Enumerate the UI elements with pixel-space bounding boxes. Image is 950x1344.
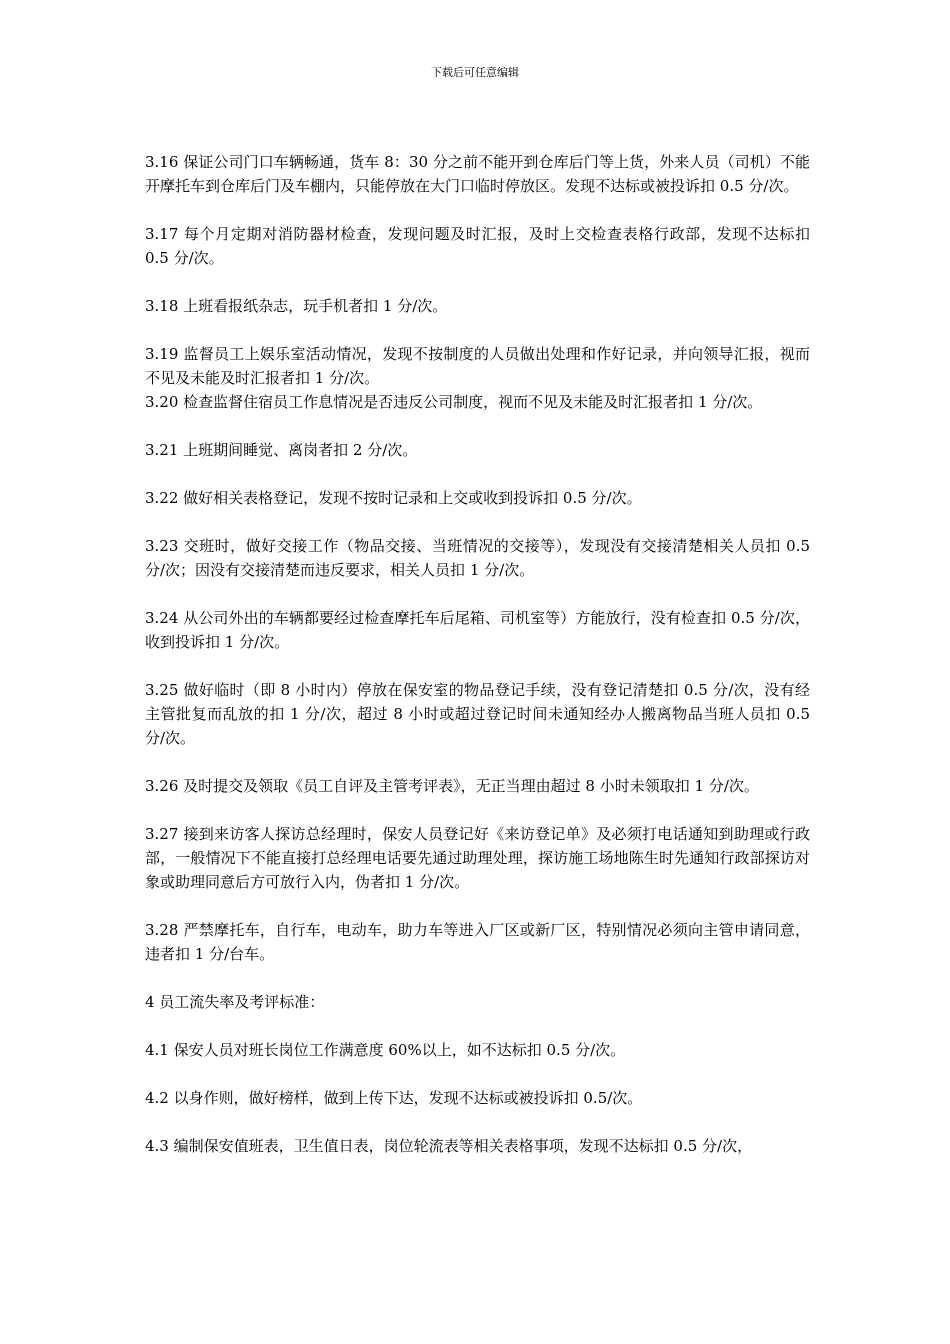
paragraph-3-24: 3.24 从公司外出的车辆都要经过检查摩托车后尾箱、司机室等）方能放行，没有检查扣 0.5 分/次，收到投诉扣 1 分/次。 xyxy=(145,609,810,651)
section-heading-4: 4 员工流失率及考评标准： xyxy=(145,993,325,1011)
paragraph-4-2: 4.2 以身作则，做好榜样，做到上传下达，发现不达标或被投诉扣 0.5/次。 xyxy=(145,1089,643,1107)
paragraph-3-21: 3.21 上班期间睡觉、离岗者扣 2 分/次。 xyxy=(145,441,418,459)
paragraph-4-1: 4.1 保安人员对班长岗位工作满意度 60%以上，如不达标扣 0.5 分/次。 xyxy=(145,1041,626,1059)
paragraph-3-19: 3.19 监督员工上娱乐室活动情况，发现不按制度的人员做出处理和作好记录，并向领导汇报，视而不见及未能及时汇报者扣 1 分/次。 xyxy=(145,345,810,387)
paragraph-3-26: 3.26 及时提交及领取《员工自评及主管考评表》，无正当理由超过 8 小时未领取扣 1 分/次。 xyxy=(145,777,759,795)
paragraph-3-20: 3.20 检查监督住宿员工作息情况是否违反公司制度，视而不见及未能及时汇报者扣 1 分/次。 xyxy=(145,393,763,411)
paragraph-3-22: 3.22 做好相关表格登记，发现不按时记录和上交或收到投诉扣 0.5 分/次。 xyxy=(145,489,642,507)
paragraph-3-25: 3.25 做好临时（即 8 小时内）停放在保安室的物品登记手续，没有登记清楚扣 0.5 分/次，没有经主管批复而乱放的扣 1 分/次，超过 8 小时或超过登记时间未通知经办人搬离物品当班人员扣 0.5 分/次。 xyxy=(145,681,810,747)
paragraph-3-18: 3.18 上班看报纸杂志，玩手机者扣 1 分/次。 xyxy=(145,297,448,315)
paragraph-3-16: 3.16 保证公司门口车辆畅通，货车 8：30 分之前不能开到仓库后门等上货，外来人员（司机）不能开摩托车到仓库后门及车棚内，只能停放在大门口临时停放区。发现不达标或被投诉扣 0.5 分/次。 xyxy=(145,153,810,195)
paragraph-4-3: 4.3 编制保安值班表，卫生值日表，岗位轮流表等相关表格事项，发现不达标扣 0.5 分/次， xyxy=(145,1137,753,1155)
document-body xyxy=(145,150,810,1158)
page-header: 下载后可任意编辑 xyxy=(431,66,519,79)
paragraph-3-23: 3.23 交班时，做好交接工作（物品交接、当班情况的交接等），发现没有交接清楚相关人员扣 0.5 分/次；因没有交接清楚而违反要求，相关人员扣 1 分/次。 xyxy=(145,537,810,579)
paragraph-3-17: 3.17 每个月定期对消防器材检查，发现问题及时汇报，及时上交检查表格行政部，发现不达标扣 0.5 分/次。 xyxy=(145,225,810,267)
paragraph-3-27: 3.27 接到来访客人探访总经理时，保安人员登记好《来访登记单》及必须打电话通知到助理或行政部，一般情况下不能直接打总经理电话要先通过助理处理，探访施工场地陈生时先通知行政部探访对象或助理同意后方可放行入内，伪者扣 1 分/次。 xyxy=(145,825,810,891)
paragraph-3-28: 3.28 严禁摩托车，自行车，电动车，助力车等进入厂区或新厂区，特别情况必须向主管申请同意，违者扣 1 分/台车。 xyxy=(145,921,810,963)
